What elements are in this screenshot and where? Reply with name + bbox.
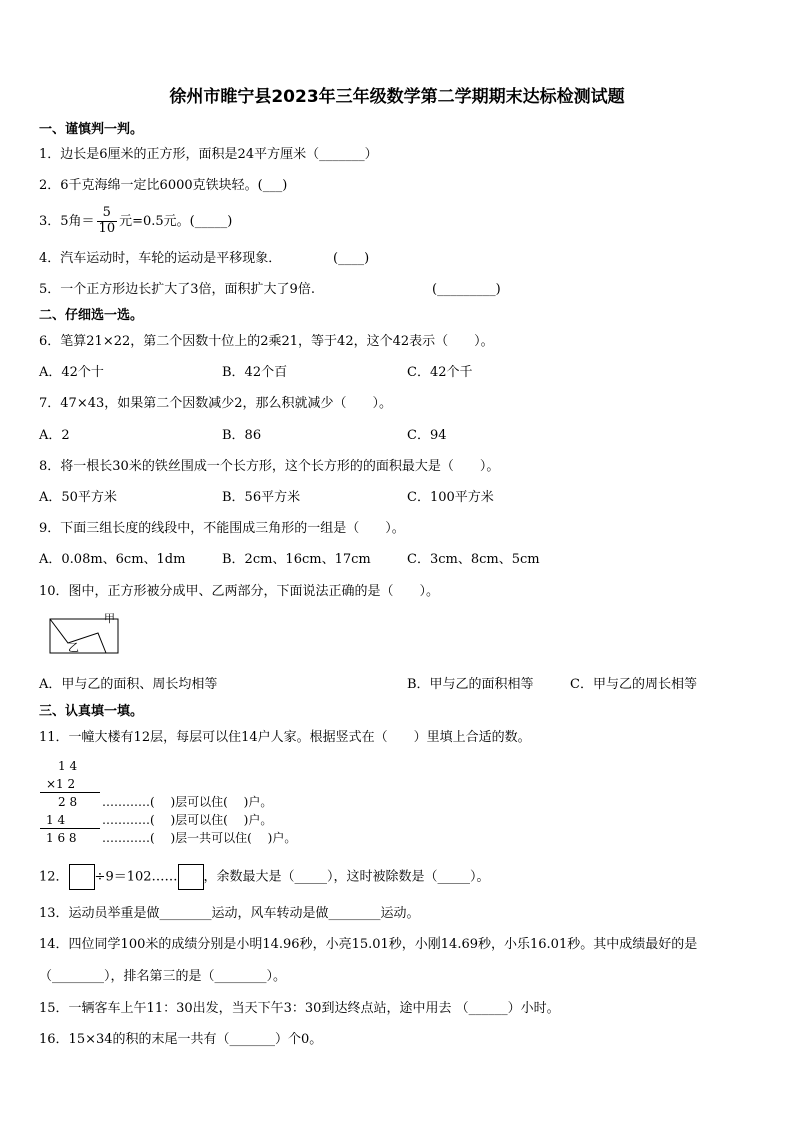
question-1: 1．边长是6厘米的正方形，面积是24平方厘米（_______） (39, 147, 378, 162)
question-14-line-1: 14．四位同学100米的成绩分别是小明14.96秒，小亮15.01秒，小刚14.69秒，小乐16.01秒。其中成绩最好的是 (39, 937, 698, 952)
question-3-suffix: 元=0.5元。(_____) (119, 213, 233, 229)
vm-partial-1: 2 8 (58, 795, 78, 809)
vm-partial-2: 1 4 (46, 813, 66, 827)
question-9-option-c: C．3cm、8cm、5cm (407, 552, 540, 567)
question-3 (39, 206, 232, 237)
question-16: 16．15×34的积的末尾一共有（_______）个0。 (39, 1032, 323, 1047)
vm-multiplier: ×1 2 (46, 777, 76, 791)
question-4-blank: (____) (333, 251, 370, 266)
question-3-prefix: 3．5角＝ (39, 213, 95, 229)
question-9-option-a: A．0.08m、6cm、1dm (39, 552, 186, 567)
question-10: 10．图中，正方形被分成甲、乙两部分，下面说法正确的是（ ）。 (39, 584, 440, 599)
vm-explain-1: …………( )层可以住( )户。 (102, 795, 273, 809)
question-8-option-c: C．100平方米 (407, 490, 494, 505)
question-8-option-a: A．50平方米 (39, 490, 117, 505)
question-12-number: 12． (39, 869, 69, 885)
question-8-option-b: B．56平方米 (222, 490, 301, 505)
question-10-option-c: C．甲与乙的周长相等 (570, 677, 697, 692)
section-3-heading: 三、认真填一填。 (39, 704, 144, 719)
question-9-option-b: B．2cm、16cm、17cm (222, 552, 371, 567)
section-2-heading: 二、仔细选一选。 (39, 308, 144, 323)
question-12 (39, 864, 490, 890)
question-5: 5．一个正方形边长扩大了3倍，面积扩大了9倍. (39, 282, 315, 297)
vm-explain-3: …………( )层一共可以住( )户。 (102, 831, 297, 845)
fraction-numerator: 5 (97, 206, 118, 222)
section-1-heading: 一、谨慎判一判。 (39, 122, 144, 137)
fraction-denominator: 10 (98, 220, 116, 236)
question-12-equation: ÷9＝102…… (94, 869, 178, 885)
dividend-box (69, 864, 95, 890)
page-title: 徐州市睢宁县2023年三年级数学第二学期期末达标检测试题 (169, 87, 625, 107)
remainder-box (178, 864, 204, 890)
question-15: 15．一辆客车上午11：30出发，当天下午3：30到达终点站，途中用去 （______）小时。 (39, 1001, 560, 1016)
question-4: 4．汽车运动时，车轮的运动是平移现象． (39, 251, 282, 266)
question-6-option-b: B．42个百 (222, 365, 288, 380)
question-7-option-c: C．94 (407, 428, 447, 443)
question-14-line-2: （________），排名第三的是（________）。 (39, 969, 287, 984)
question-7: 7．47×43，如果第二个因数减少2，那么积就减少（ ）。 (39, 396, 393, 411)
vm-explain-2: …………( )层可以住( )户。 (102, 813, 273, 827)
square-division-figure (46, 611, 122, 655)
question-8: 8．将一根长30米的铁丝围成一个长方形，这个长方形的的面积最大是（ ）。 (39, 459, 500, 474)
label-yi: 乙 (68, 641, 79, 654)
question-12-rest: ，余数最大是（_____），这时被除数是（_____）。 (203, 869, 490, 885)
question-10-option-a: A．甲与乙的面积、周长均相等 (39, 677, 218, 692)
question-11: 11．一幢大楼有12层，每层可以住14户人家。根据竖式在（ ）里填上合适的数。 (39, 730, 531, 745)
question-5-blank: (_________) (432, 282, 501, 297)
question-6: 6．笔算21×22，第二个因数十位上的2乘21，等于42，这个42表示（ ）。 (39, 334, 494, 349)
question-6-option-a: A．42个十 (39, 365, 104, 380)
question-7-option-a: A．2 (39, 428, 70, 443)
question-6-option-c: C．42个千 (407, 365, 473, 380)
vm-rule-1 (40, 792, 100, 793)
question-2: 2．6千克海绵一定比6000克铁块轻。(___) (39, 178, 288, 193)
fraction (97, 206, 118, 237)
vm-multiplicand: 1 4 (58, 759, 78, 773)
vm-rule-2 (40, 828, 100, 829)
question-13: 13．运动员举重是做________运动，风车转动是做________运动。 (39, 906, 420, 921)
question-10-option-b: B．甲与乙的面积相等 (407, 677, 534, 692)
question-9: 9．下面三组长度的线段中，不能围成三角形的一组是（ ）。 (39, 521, 405, 536)
question-7-option-b: B．86 (222, 428, 262, 443)
vm-product: 1 6 8 (46, 831, 77, 845)
label-jia: 甲 (104, 612, 115, 625)
